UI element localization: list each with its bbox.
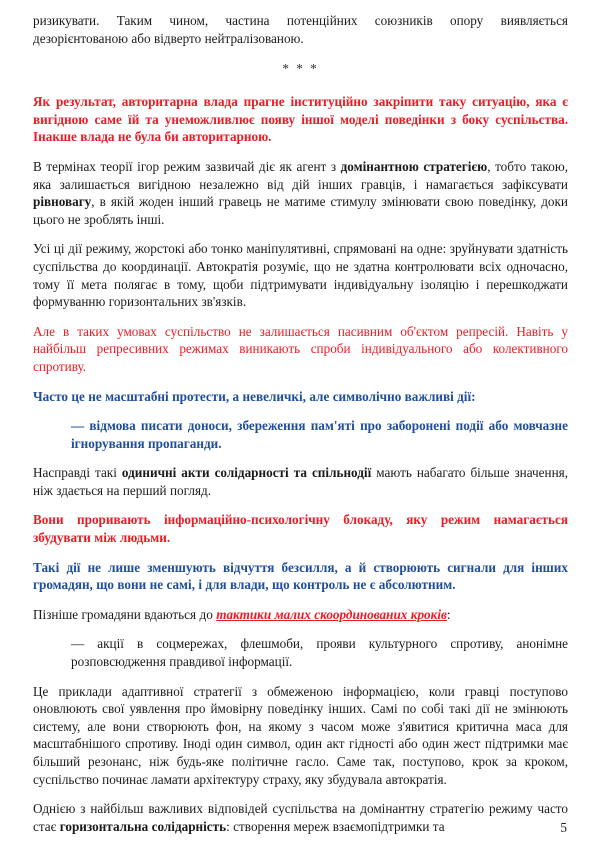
paragraph-regime-coordination: Усі ці дії режиму, жорстокі або тонко маніпулятивні, спрямовані на одне: зруйнувати здатність суспільства до координації. Автократія розуміє, що не здатна контролювати всіх одночасно, тому її мета полягає в тому, щоби підтримувати індивідуальну ізоляцію і перешкоджати формуванню горизонтальних зв'язків.: [33, 241, 568, 310]
paragraph-small-steps-intro: [33, 606, 568, 624]
list-item-social-actions: — акції в соцмережах, флешмоби, прояви культурного спротиву, анонімне розповсюдження правдивої інформації.: [71, 636, 568, 670]
text-run: В термінах теорії ігор режим зазвичай діє як агент з: [33, 158, 341, 174]
paragraph-red-resistance-attempts: Але в таких умовах суспільство не залишається пасивним об'єктом репресій. Навіть у найбільш репресивних режимах виникають спроби індивідуального або колективного спротиву.: [33, 323, 568, 374]
list-item-blue-refusal: — відмова писати доноси, збереження пам'яті про заборонені події або мовчазне ігнорування пропаганди.: [71, 418, 568, 451]
text-run: Однією з найбільш важливих відповідей суспільства на домінантну стратегію режиму часто стає: [33, 801, 568, 834]
text-run: Пізніше громадяни вдаються до: [33, 606, 217, 622]
emphasis-single-acts-solidarity: одиничні акти солідарності та спільнодії: [121, 465, 372, 481]
emphasis-horizontal-solidarity: горизонтальна солідарність: [59, 818, 227, 834]
paragraph-game-theory: [33, 158, 568, 228]
text-run: Насправді такі: [33, 465, 122, 481]
text-run: : створення мереж взаємопідтримки та: [226, 818, 445, 834]
paragraph-blue-signals: Такі дії не лише зменшують відчуття безсилля, а й створюють сигнали для інших громадян, що вони не самі, і для влади, що контроль не є абсолютним.: [33, 559, 568, 593]
emphasis-equilibrium: рівновагу: [33, 194, 92, 210]
emphasis-dominant-strategy: домінантною стратегією: [340, 158, 488, 174]
paragraph-horizontal-solidarity: [33, 800, 568, 835]
section-separator: * * *: [282, 61, 319, 77]
paragraph-red-authoritarian-power: Як результат, авторитарна влада прагне інституційно закріпити таку ситуацію, яка є вигідною саме їй та унеможливлює появу іншої моделі поведінки з боку суспільства. Інакше влада не була би авторитарною.: [33, 94, 568, 145]
text-run: мають набагато більше значення, ніж здається на перший погляд.: [33, 465, 568, 498]
emphasis-tactics-small-steps: тактики малих скоординованих кроків: [216, 606, 447, 622]
page-number: 5: [560, 819, 567, 835]
text-run: :: [446, 606, 451, 622]
paragraph-blue-symbolic-actions: Часто це не масштабні протести, а невеличкі, але символічно важливі дії:: [33, 388, 476, 404]
text-run: , тобто такою, яка залишається вигідною незалежно від дій інших гравців, і намагається зафіксувати: [33, 158, 568, 192]
paragraph-red-breaking-blockade: Вони проривають інформаційно-психологічну блокаду, яку режим намагається збудувати між людьми.: [33, 512, 568, 546]
paragraph-solidarity-acts: [33, 464, 568, 499]
paragraph-adaptive-strategy: Це приклади адаптивної стратегії з обмеженою інформацією, коли гравці поступово оновлюють свої уявлення про ймовірну поведінку інших. Самі по собі такі дії не змінюють систему, але вони створюють фон, на якому з часом може з'явитися критична маса для масштабнішого спротиву. Іноді один символ, один акт гідності або один жест підтримки має більший резонанс, ніж будь-яке політичне гасло. Саме так, поступово, крок за кроком, суспільство починає ламати архітектуру страху, яку збудувала автократія.: [33, 683, 568, 787]
text-run: , в якій жоден інший гравець не матиме стимулу змінювати свою поведінку, доки цього не зроблять інші.: [33, 194, 568, 227]
paragraph-intro: ризикувати. Таким чином, частина потенційних союзників опору виявляється дезорієнтованою або відверто нейтралізованою.: [33, 13, 568, 46]
